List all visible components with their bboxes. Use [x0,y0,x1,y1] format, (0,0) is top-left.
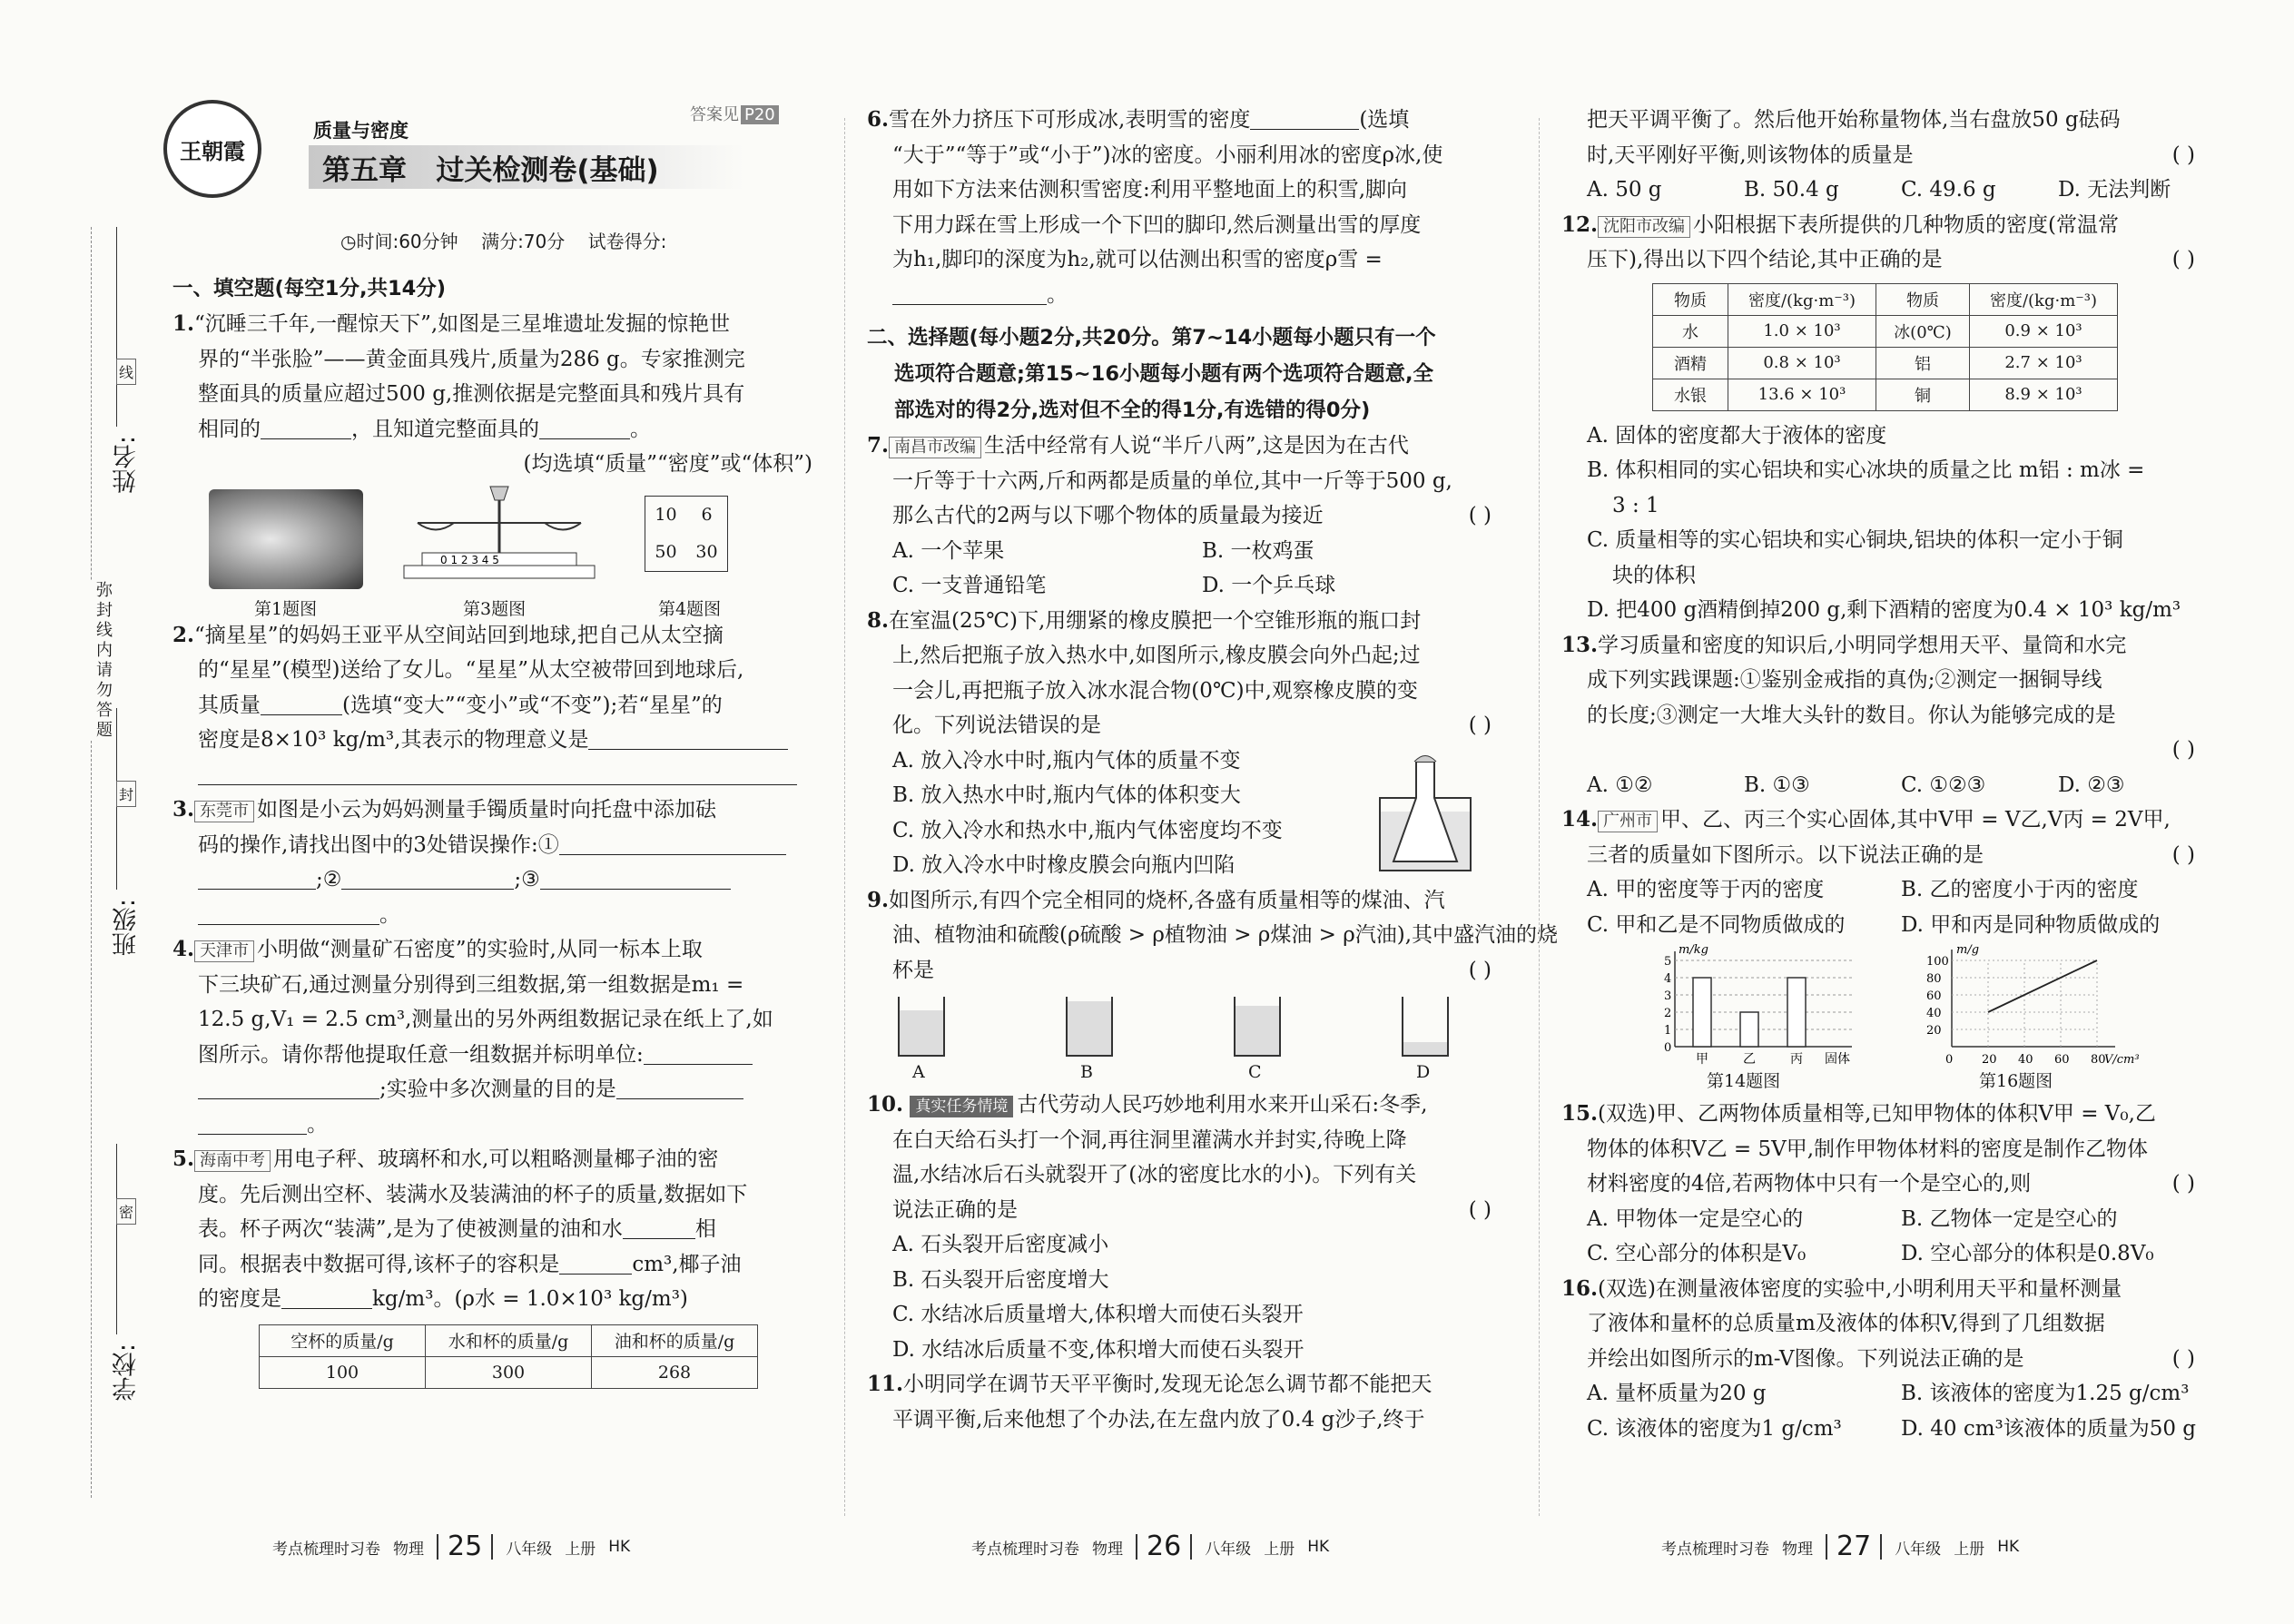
q2-blank-2[interactable] [588,727,788,750]
q11-answer[interactable]: ( ) [2171,143,2195,167]
section-fill-in: 一、填空题(每空1分,共14分) [172,277,447,300]
column-divider-2 [1539,118,1540,1516]
answer-ref: 答案见 P20 [690,102,779,125]
seal-warning: 弥封线内请勿答题 [91,581,114,741]
topic-label: 质量与密度 [313,119,409,142]
page-number: 25 [437,1534,493,1560]
q4-blank-2[interactable] [616,1077,743,1099]
fig14-caption: 第14题图 [1707,1071,1781,1091]
page-number: 26 [1136,1534,1192,1560]
seal-mark-2: 封 [116,781,136,807]
q5-blank-2[interactable] [559,1252,632,1275]
x-tick-label: 0 [1945,1053,1954,1067]
fig3-caption: 第3题图 [463,598,527,619]
y-tick-label: 5 [1664,955,1672,969]
beaker-c [1235,997,1280,1056]
page-title [322,147,659,188]
balance-scale-label: 0 1 2 3 4 5 [440,553,499,566]
y-tick-label: 2 [1664,1007,1672,1020]
q3-blank-3b[interactable] [198,902,379,925]
fig4-caption: 第4题图 [658,598,722,619]
fig16-caption: 第16题图 [1979,1071,2053,1091]
q6-blank-1[interactable] [1250,107,1359,130]
q1-blank-2[interactable] [539,417,630,439]
beaker-b [1067,997,1112,1056]
y-tick-label: 60 [1926,989,1942,1003]
q4-blank-2b[interactable] [198,1112,307,1135]
beaker-d [1403,997,1448,1056]
y-tick-label: 0 [1664,1041,1672,1055]
x-axis-label: 固体 [1825,1052,1850,1067]
class-label: 班级: [113,899,141,957]
q13-answer[interactable]: ( ) [2171,738,2195,762]
q7-answer[interactable]: ( ) [1468,504,1492,527]
q4-blank-1[interactable] [644,1042,753,1065]
fig14-bar-chart [1643,942,1879,1069]
y-tick-label: 80 [1926,972,1942,986]
column-2: 6.雪在外力挤压下可形成冰,表明雪的密度 (选填 “大于”“等于”或“小于”)冰的密度。小丽利用冰的密度ρ冰,使 用如下方法来估测积雪密度:利用平整地面上的积雪,脚向 下用力踩在雪上形成一个下凹的脚印,然后测量出雪的厚度 为h₁,脚印的深度为h₂,就可以估测出积雪的密度ρ雪 = 。 二、选择题(每小题2分,共20分。第7~14小题每小题只有一个 选项符合题意;第15~16小题每小题有两个选项符合题意,全 部选对的得2分,选对但不全的得1分,有选错的得0分) 7. 南昌市改编 生活中经常有人说“半斤八两”,这是因为在古代 一斤等于十六两,斤和两都是质量的单位,其中一斤等于500 g, 那么古代的2两与以下哪个物体的质量最为接近 ( ) A. 一个苹果 B. 一枚鸡蛋 C. 一支普通铅笔 D. 一个乒乓球 8.在室温(25℃)下,用绷紧的橡皮膜把一个空锥形瓶的瓶口封 上,然后把瓶子放入热水中,如图所示,橡皮膜会向外凸起;过 一会儿,再把瓶子放入冰水混合物(0℃)中,观察橡皮膜的变 化。下列说法错误的是 ( ) A. 放入冷水中时,瓶内气体的质量不变 B. 放入热水中时,瓶内气体的体积变大 C. 放入冷水和热水中,瓶内气体密度均不变 D. 放入冷水中时橡皮膜会向瓶内凹陷 9.如图所示,有四个完全相同的烧杯,各盛有质量相等的煤油、汽 油、植物油和硫酸(ρ硫酸 > ρ植物油 > ρ煤油 > ρ汽油),其中盛汽油的烧 杯是 ( ) A B C D 10. 真实任务情境 古代劳动人民巧妙地利用水来开山采石:冬季, 在白天给石头打一个洞,再往洞里灌满水并封实,待晚上降 温,水结冰后石头就裂开了(冰的密度比水的小)。下列有关 说法正确的是 ( ) A. 石头裂开后密度减小 B. 石头裂开后密度增大 C. 水结冰后质量增大,体积增大而使石头裂开 D. 水结冰后质量不变,体积增大而使石头裂开 11.小明同学在调节天平平衡时,发现无论怎么调节都不能把天 平调平衡,后来他想了个办法,在左盘内放了0.4 g沙子,终于 [867,107,1559,1432]
bar [1740,1012,1758,1047]
page-number: 27 [1826,1534,1882,1560]
q5-blank-1[interactable] [623,1216,695,1239]
x-tick-label: 80 [2091,1053,2106,1067]
title-text: 过关检测卷(基础) [436,154,659,187]
mask-photo [209,489,363,589]
beakers-figure [867,988,1511,1088]
fig1-caption: 第1题图 [254,598,318,619]
q3-blank-2[interactable] [341,867,514,890]
balance-figure [399,482,599,591]
q10-answer[interactable]: ( ) [1468,1197,1492,1222]
q4-blank-1b[interactable] [198,1077,379,1099]
fig16-line-chart [1915,942,2140,1069]
section-choice-1: 二、选择题(每小题2分,共20分。第7~14小题每小题只有一个 [867,326,1436,349]
y-tick-label: 3 [1664,989,1672,1003]
x-tick-label: 40 [2018,1053,2033,1067]
charts-row [1561,942,2215,1097]
school-field[interactable] [116,1144,117,1334]
binding-strip [54,0,154,1624]
q6-blank-2[interactable] [892,282,1047,305]
y-tick-label: 1 [1664,1024,1672,1038]
y-tick-label: 4 [1664,972,1672,986]
exam-meta: ◷时间:60分钟 满分:70分 试卷得分: [340,231,667,252]
section-choice-3: 部选对的得2分,选对但不全的得1分,有选错的得0分) [894,399,1371,422]
y-axis-label: m/g [1956,943,1980,957]
beaker-label-b: B [1080,1062,1093,1082]
q2-blank-2b[interactable] [198,763,797,785]
bar [1693,978,1711,1047]
footer-page-25: 考点梳理时习卷 物理 25 八年级 上册 HK [272,1530,631,1562]
beaker-a [899,997,944,1056]
y-tick-label: 40 [1926,1007,1942,1020]
q3-blank-3[interactable] [540,867,731,890]
q1-blank-1[interactable] [261,417,351,439]
x-tick-label: 乙 [1743,1052,1756,1067]
name-field[interactable] [116,227,117,427]
seal-mark-3: 密 [116,1198,136,1225]
q15-answer[interactable]: ( ) [2171,1172,2195,1196]
section-choice-2: 选项符合题意;第15~16小题每小题有两个选项符合题意,全 [894,362,1434,386]
q8-answer[interactable]: ( ) [1468,714,1492,737]
header [159,91,812,252]
figures-row-1 [172,482,822,618]
x-tick-label: 20 [1982,1053,1997,1067]
q14-answer[interactable]: ( ) [2171,842,2195,867]
seal-mark-1: 线 [116,359,136,385]
density-table: 物质 密度/(kg·m⁻³) 物质 密度/(kg·m⁻³) 水 1.0 × 10³ 冰(0℃) 0.9 × 10³ 酒精 0.8 × 10³ 铝 2.7 × 10³ 水银 13.6 × 10³ 铜 8.9 × 10³ [1652,283,2118,411]
y-tick-label: 20 [1926,1024,1942,1038]
q5-table: 空杯的质量/g 水和杯的质量/g 油和杯的质量/g 100 300 268 [259,1324,758,1389]
q3-blank-1[interactable] [559,832,786,855]
footer-page-27: 考点梳理时习卷 物理 27 八年级 上册 HK [1661,1530,2020,1562]
y-tick-label: 100 [1926,955,1949,969]
q3-blank-1b[interactable] [198,867,316,890]
column-3: 把天平调平衡了。然后他开始称量物体,当右盘放50 g砝码 时,天平刚好平衡,则该物体的质量是 ( ) A. 50 g B. 50.4 g C. 49.6 g D. 无法判断 12. 沈阳市改编 小阳根据下表所提供的几种物质的密度(常温常 压下),得出以下四个结论,其中正确的是 ( ) 物质 密度/(kg·m⁻³) 物质 密度/(kg·m⁻³) 水 1.0 × 10³ 冰(0℃) 0.9 × 10³ 酒精 0.8 × 10³ 铝 2.7 × 10³ 水银 13.6 × 10³ 铜 8.9 × 10³ A. 固体的密度都大于液体的密度 B. 体积相同的实心铝块和实心冰块的质量之比 m铝 : m冰 = 3 : 1 C. 质量相等的实心铝块和实心铜块,铝块的体积一定小于铜 块的体积 D. 把400 g酒精倒掉200 g,剩下酒精的密度为0.4 × 10³ kg/m³ 13.学习质量和密度的知识后,小明同学想用天平、量筒和水完 成下列实践课题:①鉴别金戒指的真伪;②测定一捆铜导线 的长度;③测定一大堆大头针的数目。你认为能够完成的是 ( ) A. ①② B. ①③ C. ①②③ D. ②③ 14. 广州市 甲、乙、丙三个实心固体,其中V甲 = V乙,V丙 = 2V甲, 三者的质量如下图所示。以下说法正确的是 ( ) A. 甲的密度等于丙的密度 B. 乙的密度小于丙的密度 C. 甲和乙是不同物质做成的 D. 甲和丙是同种物质做成的 0 1 2 3 4 5 m/kg 固体 甲 乙 丙 20 40 60 80 100 0 20 40 60 80 m/g V/cm³ 第14题图 第16题图 15.(双选)甲、乙两物体质量相等,已知甲物体的体积V甲 = V₀,乙 物体的体积V乙 = 5V甲,制作甲物体材料的密度是制作乙物体 材料密度的4倍,若两物体中只有一个是空心的,则 ( ) A. 甲物体一定是空心的 B. 乙物体一定是空心的 C. 空心部分的体积是V₀ D. 空心部分的体积是0.8V₀ 16.(双选)在测量液体密度的实验中,小明利用天平和量杯测量 了液体和量杯的总质量m及液体的体积V,得到了几组数据 并绘出如图所示的m-V图像。下列说法正确的是 ( ) A. 量杯质量为20 g B. 该液体的密度为1.25 g/cm³ C. 该液体的密度为1 g/cm³ D. 40 cm³该液体的质量为50 g [1561,103,2215,1446]
column-divider-1 [844,118,845,1516]
school-label: 学校: [113,1343,141,1402]
footer-page-26: 考点梳理时习卷 物理 26 八年级 上册 HK [971,1530,1330,1562]
brand-logo [163,100,261,198]
x-tick-label: 甲 [1696,1052,1708,1067]
beaker-label-c: C [1248,1062,1262,1082]
answer-page-badge: P20 [741,105,779,124]
x-tick-label: 丙 [1790,1052,1803,1067]
x-axis-label: V/cm³ [2104,1053,2140,1067]
q16-answer[interactable]: ( ) [2171,1346,2195,1371]
chapter: 第五章 [322,154,407,187]
series-line [1988,960,2097,1012]
flask-figure [1375,748,1475,875]
column-1: 一、填空题(每空1分,共14分) 1.“沉睡三千年,一醒惊天下”,如图是三星堆遗址发掘的惊艳世 界的“半张脸”——黄金面具残片,质量为286 g。专家推测完 整面具的质量应超过500 g,推测依据是完整面具和残片具有 相同的 ，且知道完整面具的 。 (均选填“质量”“密度”或“体积”) 0 1 2 3 4 5 10 6 50 30 第1题图 第3题图 第4题图 2.“摘星星”的妈妈王亚平从空间站回到地球,把自己从太空摘 的“星星”(模型)送给了女儿。“星星”从太空被带回到地球后, 其质量 (选填“变大”“变小”或“不变”);若“星星”的 密度是8×10³ kg/m³,其表示的物理意义是 3. 东莞市 如图是小云为妈妈测量手镯质量时向托盘中添加砝 码的操作,请找出图中的3处错误操作:① ;② ;③ 。 4. 天津市 小明做“测量矿石密度”的实验时,从同一标本上取 下三块矿石,通过测量分别得到三组数据,第一组数据是m₁ = 12.5 g,V₁ = 2.5 cm³,测量出的另外两组数据记录在纸上了,如 图所示。请你帮他提取任意一组数据并标明单位: ;实验中多次测量的目的是 。 5. 海南中考 用电子秤、玻璃杯和水,可以粗略测量椰子油的密 度。先后测出空杯、装满水及装满油的杯子的质量,数据如下 表。杯子两次“装满”,是为了使被测量的油和水 相 同。根据表中数据可得,该杯子的容积是 cm³,椰子油 的密度是 kg/m³。(ρ水 = 1.0×10³ kg/m³) 空杯的质量/g 水和杯的质量/g 油和杯的质量/g 100 300 268 [172,271,822,1389]
q2-blank-1[interactable] [261,693,342,715]
y-axis-label: m/kg [1679,943,1708,957]
name-label: 姓名: [113,436,141,494]
beaker-label-d: D [1416,1062,1431,1082]
q5-blank-3[interactable] [281,1286,372,1309]
q9-answer[interactable]: ( ) [1468,958,1492,982]
bar [1787,978,1806,1047]
q12-answer[interactable]: ( ) [2171,248,2195,271]
x-tick-label: 60 [2054,1053,2070,1067]
brand-name: 王朝霞 [180,137,245,164]
beaker-label-a: A [912,1062,925,1082]
fig4-box: 10 6 50 30 [645,496,728,572]
